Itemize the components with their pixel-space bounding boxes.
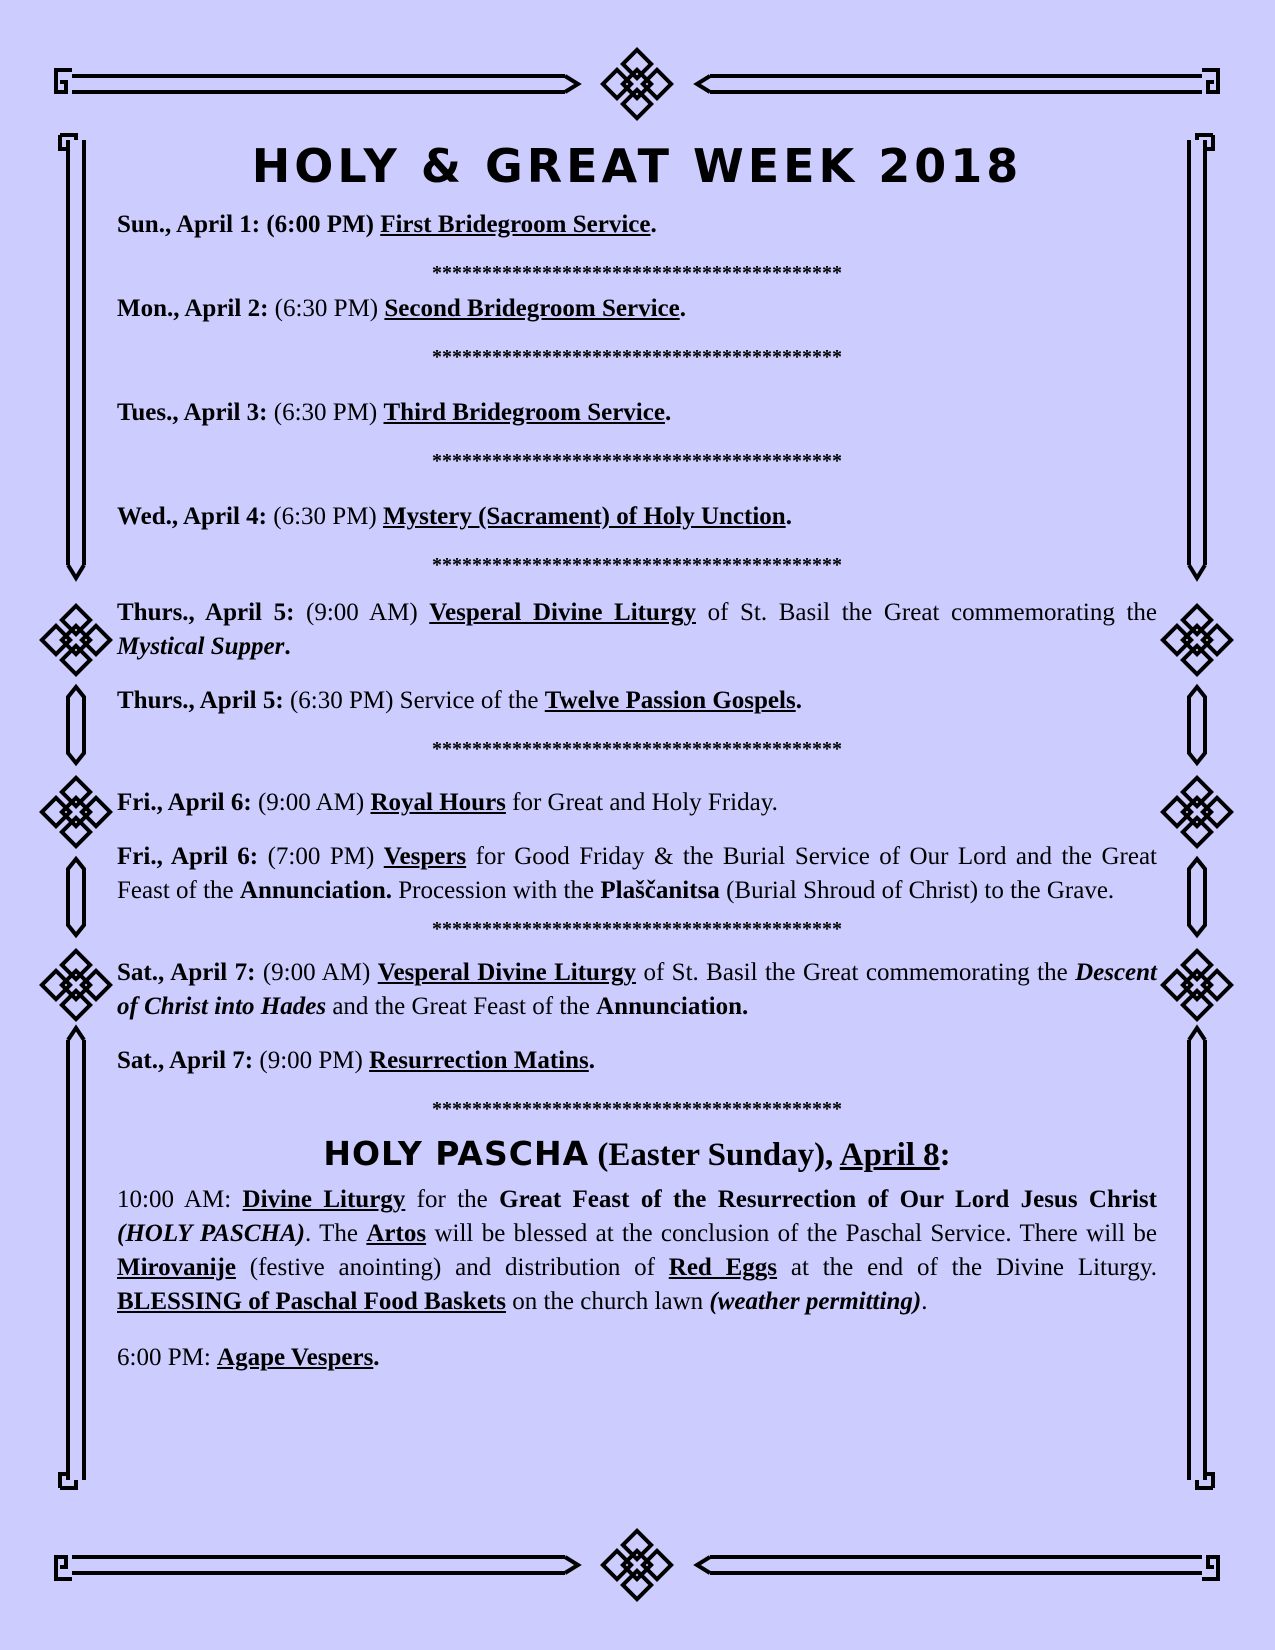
entry-fri-april-6-evening: Fri., April 6: (7:00 PM) Vespers for Good Friday & the Burial Service of Our Lord and the Great Feast of the Annunciation. Procession with the Plaščanitsa (Burial Shroud of Christ) to the Grave. [117, 843, 1158, 904]
entry-thu-april-5-morning: Thurs., April 5: (9:00 AM) Vesperal Divine Liturgy of St. Basil the Great commemorating the Mystical Supper. [117, 599, 1157, 660]
separator: ***************************************** [432, 450, 842, 472]
separator: ***************************************** [432, 1098, 842, 1120]
pascha-liturgy-paragraph: 10:00 AM: Divine Liturgy for the Great Feast of the Resurrection of Our Lord Jesus Christ (HOLY PASCHA). The Artos will be blessed at the conclusion of the Paschal Service. There will be Mirovanije (festive anointing) and distribution of Red Eggs at the end of the Divine Liturgy. BLESSING of Paschal Food Baskets on the church lawn (weather permitting). [117, 1186, 1157, 1315]
entry-wed-april-4: Wed., April 4: (6:30 PM) Mystery (Sacrament) of Holy Unction. [117, 503, 792, 530]
entry-tue-april-3: Tues., April 3: (6:30 PM) Third Bridegroom Service. [117, 399, 672, 426]
separator: ***************************************** [432, 262, 842, 284]
entry-sat-april-7-morning: Sat., April 7: (9:00 AM) Vesperal Divine Liturgy of St. Basil the Great commemorating the Descent of Christ into Hades and the Great Feast of the Annunciation. [117, 959, 1157, 1020]
separator: ***************************************** [432, 738, 842, 760]
entry-sat-april-7-evening: Sat., April 7: (9:00 PM) Resurrection Matins. [117, 1047, 596, 1074]
entry-thu-april-5-evening: Thurs., April 5: (6:30 PM) Service of the Twelve Passion Gospels. [117, 687, 802, 714]
separator: ***************************************** [432, 346, 842, 368]
pascha-heading: HOLY PASCHA (Easter Sunday), April 8: [323, 1134, 951, 1173]
separator: ***************************************** [432, 554, 842, 576]
agape-vespers-line: 6:00 PM: Agape Vespers. [117, 1344, 380, 1371]
separator: ***************************************** [432, 918, 842, 940]
page-title: HOLY & GREAT WEEK 2018 [251, 139, 1023, 193]
entry-fri-april-6-morning: Fri., April 6: (9:00 AM) Royal Hours for Great and Holy Friday. [117, 789, 778, 816]
entry-sun-april-1: Sun., April 1: (6:00 PM) First Bridegroom Service. [117, 211, 657, 238]
schedule-content [117, 138, 1157, 1375]
entry-mon-april-2: Mon., April 2: (6:30 PM) Second Bridegroom Service. [117, 295, 686, 322]
